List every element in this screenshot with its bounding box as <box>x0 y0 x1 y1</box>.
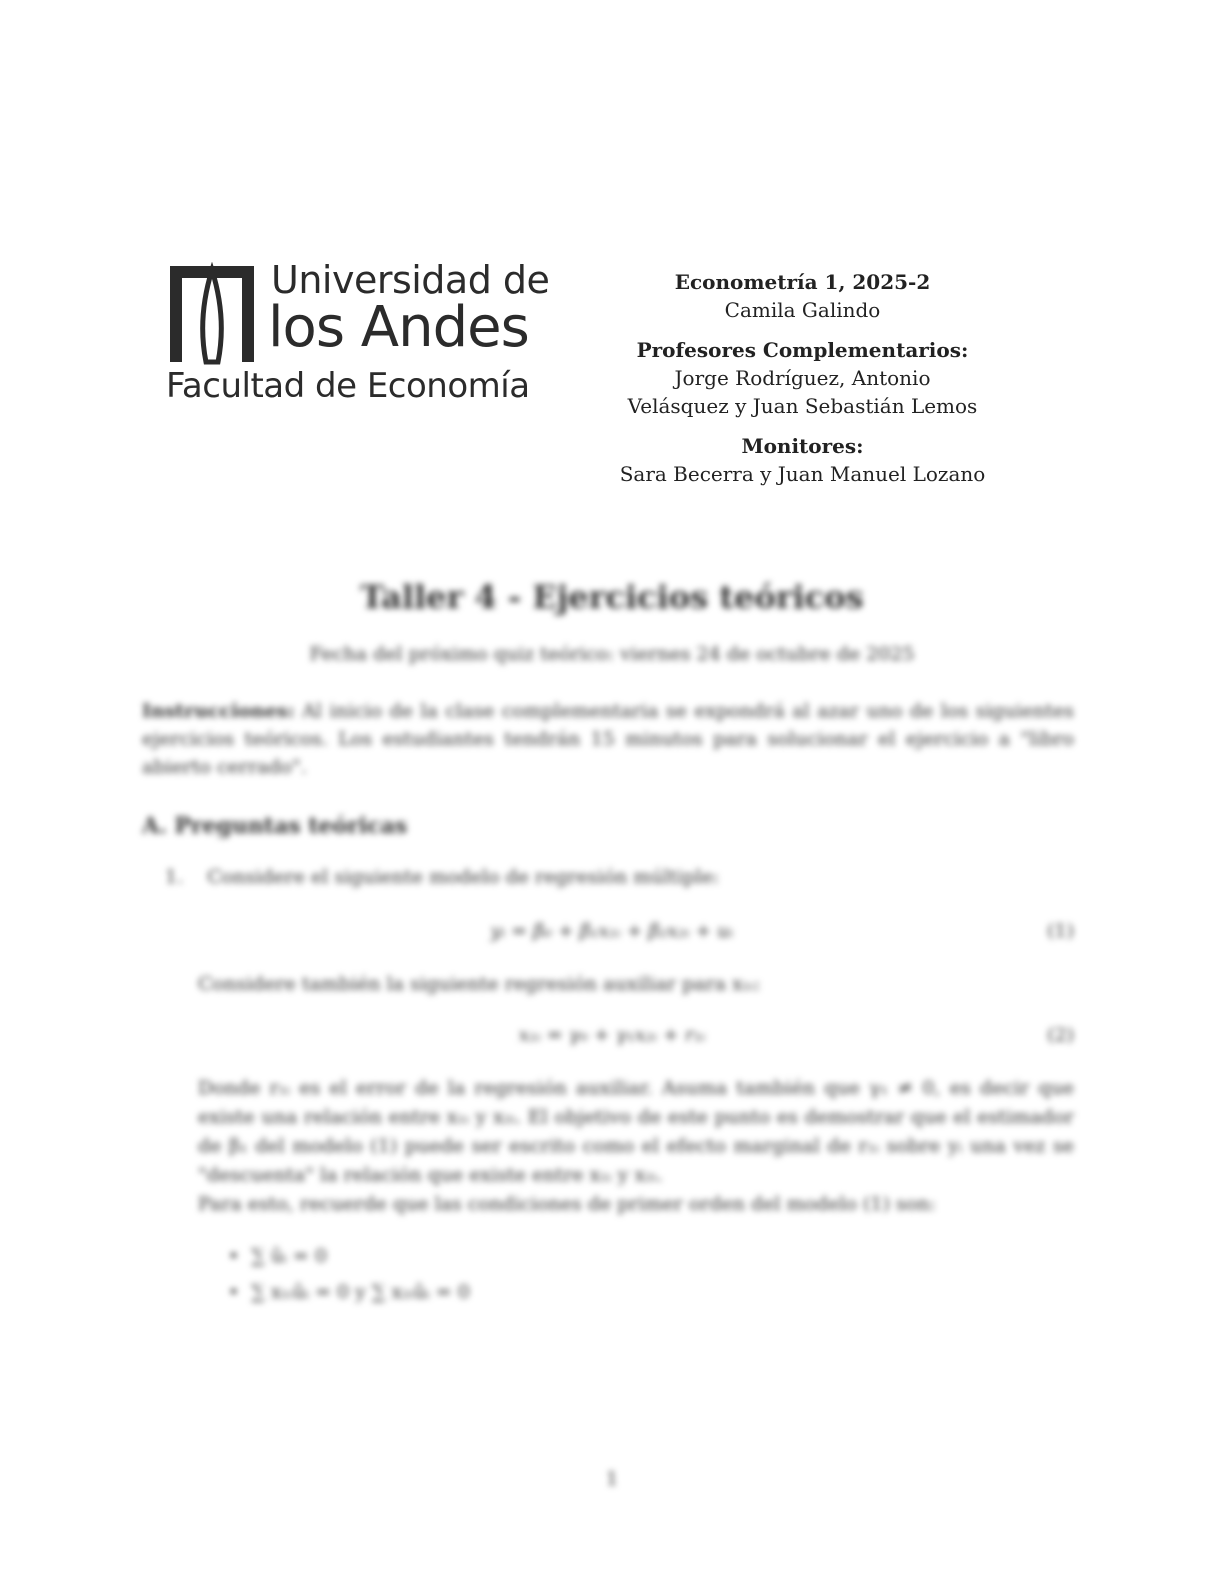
paragraph-auxiliary: Considere también la siguiente regresión auxiliar para x₁ᵢ: <box>198 973 761 995</box>
professor-name: Camila Galindo <box>724 298 881 322</box>
course-title: Econometría 1, 2025-2 <box>674 270 931 294</box>
university-logo <box>166 258 550 408</box>
logo-line-faculty: Facultad de Economía <box>166 366 530 406</box>
instructions-text: Al inicio de la clase complementaria se expondrá al azar uno de los siguientes ejercicios teóricos. Los estudiantes tendrán 15 minutos para solucionar el ejercicio a "libro abierto cerrado". <box>142 700 1074 778</box>
instructions <box>142 697 1074 781</box>
page-number: 1 <box>605 1468 619 1490</box>
question-item <box>165 866 719 888</box>
complementary-line-1: Jorge Rodríguez, Antonio <box>674 366 931 390</box>
document-title: Taller 4 - Ejercicios teóricos <box>360 578 864 616</box>
monitors-label: Monitores: <box>741 434 864 458</box>
monitors-names: Sara Becerra y Juan Manuel Lozano <box>619 462 986 486</box>
paragraph-conditions: Para esto, recuerde que las condiciones de primer orden del modelo (1) son: <box>198 1193 936 1215</box>
complementary-line-2: Velásquez y Juan Sebastián Lemos <box>627 394 978 418</box>
equation-1-number: (1) <box>1047 920 1074 942</box>
item-number: 1. <box>165 866 184 888</box>
equation-2-number: (2) <box>1047 1024 1074 1046</box>
document-subtitle: Fecha del próximo quiz teórico: viernes 24 de octubre de 2025 <box>309 643 915 665</box>
conditions-list <box>228 1238 470 1310</box>
complementary-label: Profesores Complementarios: <box>636 338 969 362</box>
section-heading: A. Preguntas teóricas <box>142 813 408 839</box>
crest-icon <box>166 262 258 368</box>
course-header <box>590 268 1015 488</box>
item-text: Considere el siguiente modelo de regresión múltiple: <box>207 866 720 888</box>
logo-line-university: Universidad de <box>271 258 550 302</box>
instructions-label: Instrucciones: <box>142 700 295 722</box>
list-item: • ∑ ûᵢ = 0 <box>228 1238 470 1274</box>
logo-line-andes: los Andes <box>268 295 529 360</box>
list-item: • ∑ x₁ᵢûᵢ = 0 y ∑ x₂ᵢûᵢ = 0 <box>228 1274 470 1310</box>
paragraph-explanation: Donde r₁ᵢ es el error de la regresión auxiliar. Asuma también que γ₁ ≠ 0, es decir que existe una relación entre x₁ᵢ y x₂ᵢ. El objetivo de este punto es demostrar que el estimador de β₁ del modelo (1) puede ser escrito como el efecto marginal de r₁ᵢ sobre yᵢ una vez se "descuenta" la relación que existe entre x₁ᵢ y x₂ᵢ. <box>198 1077 1074 1186</box>
equation-2: x₁ᵢ = γ₀ + γ₁x₂ᵢ + r₁ᵢ <box>518 1024 706 1046</box>
equation-1: yᵢ = β₀ + β₁x₁ᵢ + β₂x₂ᵢ + uᵢ <box>490 920 734 942</box>
